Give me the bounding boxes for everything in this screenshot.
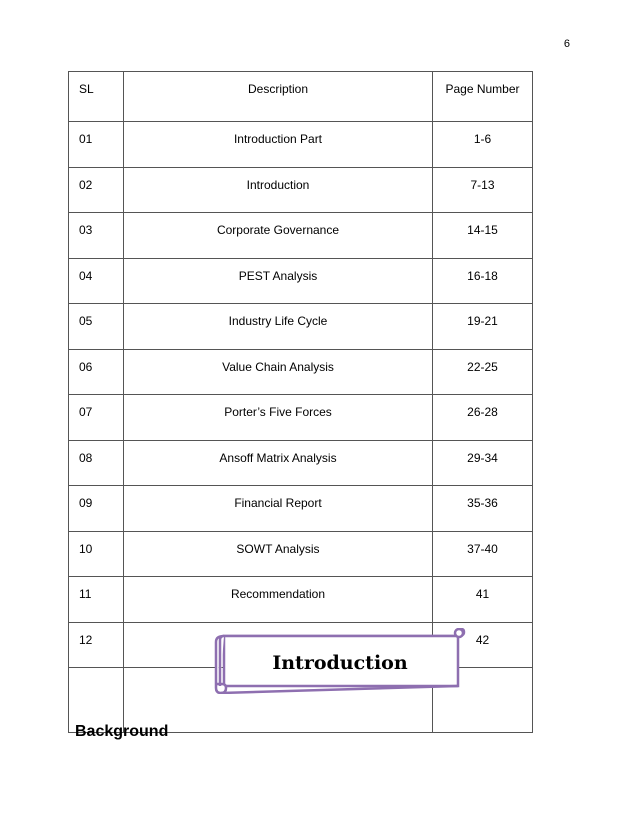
table-row — [69, 440, 533, 486]
header-sl: SL — [69, 72, 124, 122]
table-row — [69, 304, 533, 350]
table-row — [69, 258, 533, 304]
row-description: Corporate Governance — [124, 213, 433, 259]
row-description: PEST Analysis — [124, 258, 433, 304]
row-pages: 22-25 — [433, 349, 533, 395]
table-row — [69, 577, 533, 623]
row-pages: 29-34 — [433, 440, 533, 486]
row-description: SOWT Analysis — [124, 531, 433, 577]
row-description: Value Chain Analysis — [124, 349, 433, 395]
page-number: 6 — [563, 38, 570, 50]
row-sl: 09 — [69, 486, 124, 532]
row-sl: 07 — [69, 395, 124, 441]
row-description: Recommendation — [124, 577, 433, 623]
row-sl: 05 — [69, 304, 124, 350]
row-description: Introduction Part — [124, 122, 433, 168]
row-description: Introduction — [124, 167, 433, 213]
row-pages: 14-15 — [433, 213, 533, 259]
row-sl: 12 — [69, 622, 124, 668]
row-sl: 08 — [69, 440, 124, 486]
row-pages: 37-40 — [433, 531, 533, 577]
row-pages: 7-13 — [433, 167, 533, 213]
row-sl: 01 — [69, 122, 124, 168]
banner-title: Introduction — [272, 652, 408, 674]
row-sl: 03 — [69, 213, 124, 259]
table-row — [69, 122, 533, 168]
row-sl: 02 — [69, 167, 124, 213]
header-page-number: Page Number — [433, 72, 533, 122]
table-row — [69, 486, 533, 532]
introduction-scroll-banner — [210, 628, 468, 694]
row-pages: 41 — [433, 577, 533, 623]
row-sl: 10 — [69, 531, 124, 577]
row-sl: 04 — [69, 258, 124, 304]
row-pages: 35-36 — [433, 486, 533, 532]
row-description: Ansoff Matrix Analysis — [124, 440, 433, 486]
table-row — [69, 531, 533, 577]
row-pages: 1-6 — [433, 122, 533, 168]
row-description: Financial Report — [124, 486, 433, 532]
table-row — [69, 395, 533, 441]
table-header-row — [69, 72, 533, 122]
table-row — [69, 213, 533, 259]
row-pages: 26-28 — [433, 395, 533, 441]
row-sl: 06 — [69, 349, 124, 395]
row-sl: 11 — [69, 577, 124, 623]
table-row — [69, 167, 533, 213]
row-pages: 16-18 — [433, 258, 533, 304]
row-pages: 42 — [433, 622, 533, 668]
row-description: Industry Life Cycle — [124, 304, 433, 350]
section-heading: Background — [75, 723, 169, 740]
row-pages: 19-21 — [433, 304, 533, 350]
header-description: Description — [124, 72, 433, 122]
row-description: Porter’s Five Forces — [124, 395, 433, 441]
table-row — [69, 349, 533, 395]
